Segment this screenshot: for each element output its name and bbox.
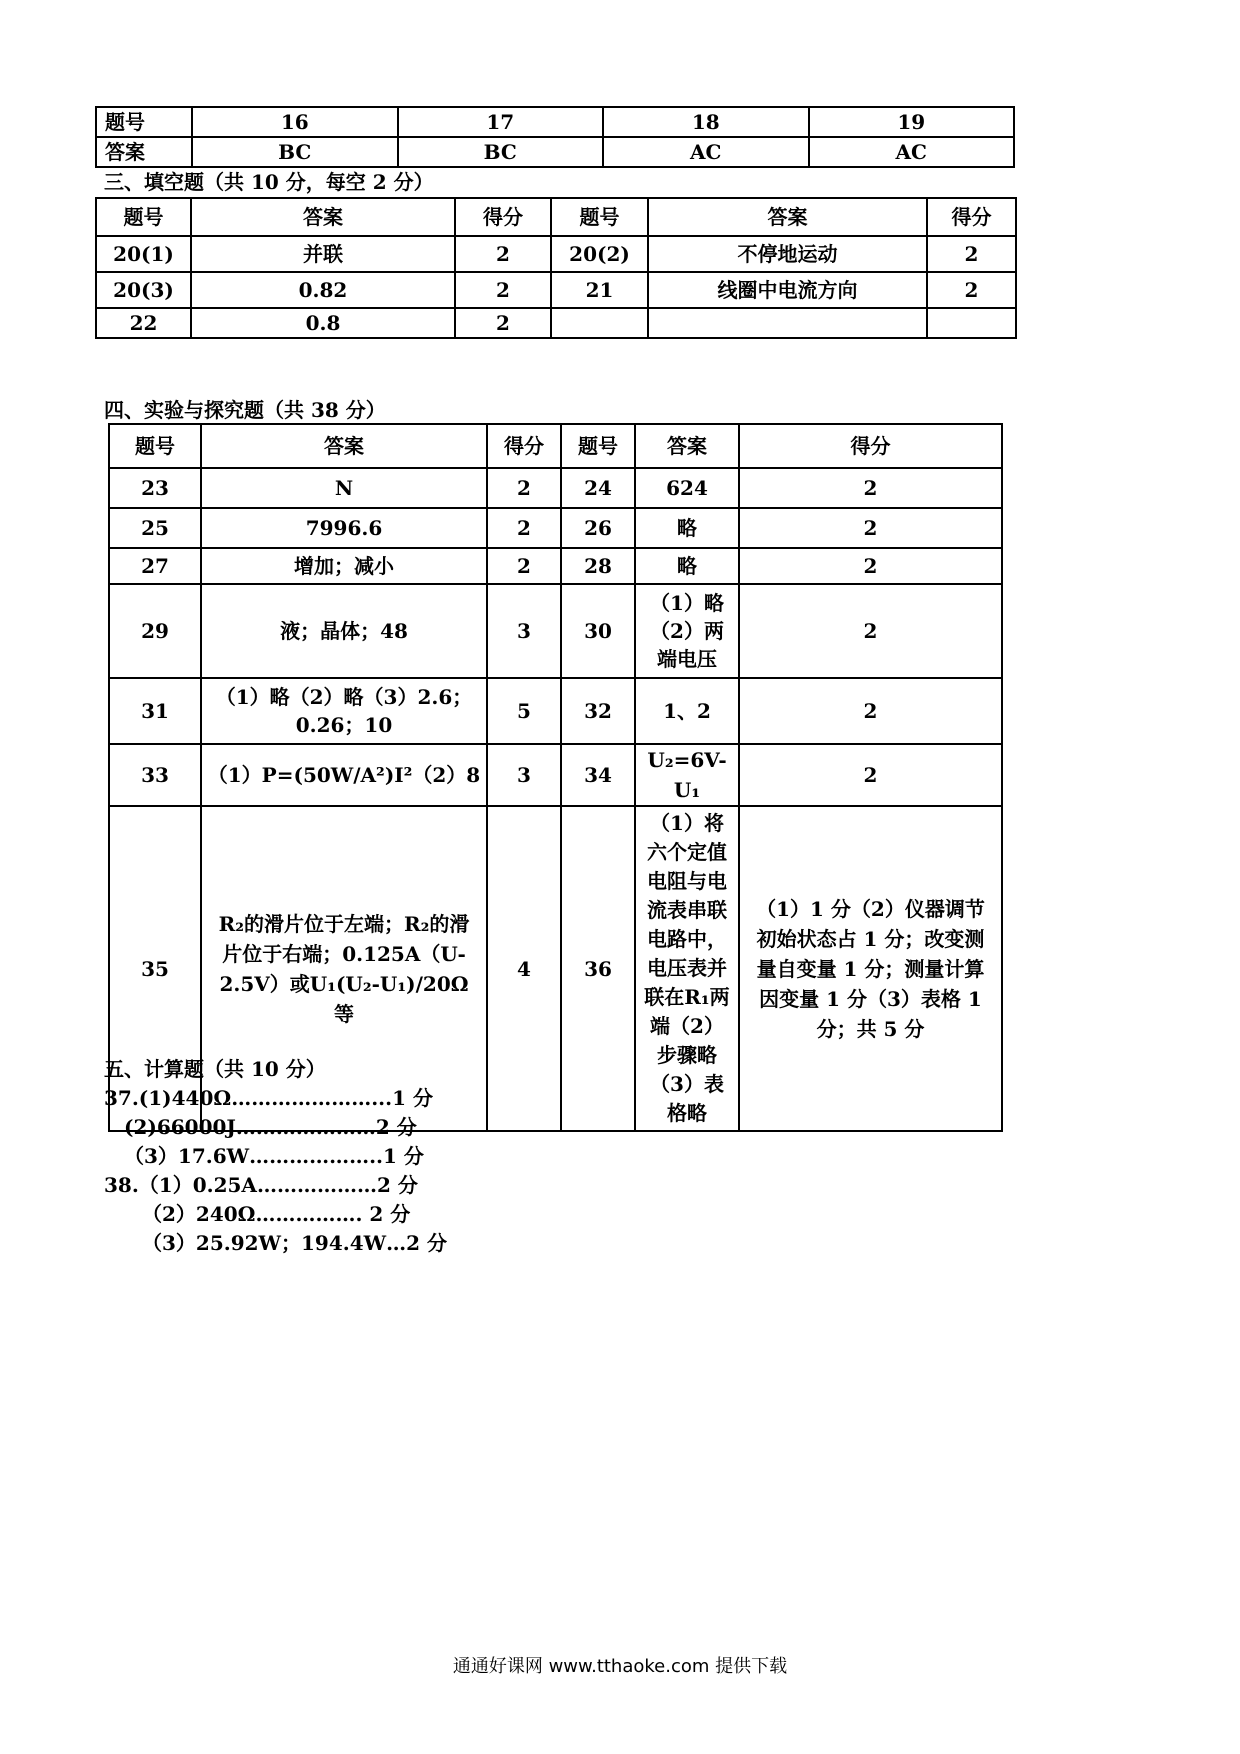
calc-answer-line: 38.（1）0.25A………………2 分: [104, 1173, 418, 1197]
calc-answer-line: （3）25.92W；194.4W…2 分: [142, 1231, 447, 1255]
table-cell: 2: [455, 236, 551, 272]
table-cell: 3: [487, 744, 561, 806]
table-cell: 36: [561, 806, 635, 1131]
table-cell: 20(3): [96, 272, 191, 308]
table-cell: [648, 308, 927, 338]
table-row: [109, 468, 1002, 508]
table-cell: 2: [455, 272, 551, 308]
table-cell: （1）P=(50W/A²)I²（2）8: [201, 744, 487, 806]
table-cell: [927, 308, 1016, 338]
table-cell: 22: [96, 308, 191, 338]
calc-answer-line: （3）17.6W………………..1 分: [124, 1144, 424, 1168]
table-cell: 2: [739, 744, 1002, 806]
table-cell: 20(2): [551, 236, 648, 272]
header-cell: 得分: [927, 198, 1016, 236]
table-cell: 23: [109, 468, 201, 508]
table-cell: 0.8: [191, 308, 455, 338]
header-cell: 答案: [191, 198, 455, 236]
row-header-question-no: 题号: [96, 107, 192, 137]
table-cell: 26: [561, 508, 635, 548]
header-cell: 题号: [561, 424, 635, 468]
question-no-cell: 19: [809, 107, 1015, 137]
question-no-cell: 17: [398, 107, 604, 137]
table-cell: 624: [635, 468, 739, 508]
answer-cell: BC: [398, 137, 604, 167]
answer-cell: AC: [603, 137, 809, 167]
table-cell: N: [201, 468, 487, 508]
table-cell: （1）略（2）两端电压: [635, 584, 739, 678]
table-cell: （1）1 分（2）仪器调节初始状态占 1 分；改变测量自变量 1 分；测量计算因变量 1 分（3）表格 1 分；共 5 分: [739, 806, 1002, 1131]
header-cell: 答案: [201, 424, 487, 468]
table-cell: 2: [739, 584, 1002, 678]
table-cell: 并联: [191, 236, 455, 272]
table-cell: 增加；减小: [201, 548, 487, 584]
table-cell: U₂=6V-U₁: [635, 744, 739, 806]
table-row: [96, 137, 1014, 167]
table-row: [96, 236, 1016, 272]
table-cell: 3: [487, 584, 561, 678]
table-cell: 24: [561, 468, 635, 508]
table-cell: 2: [739, 468, 1002, 508]
table-cell: 35: [109, 806, 201, 1131]
table-cell: 7996.6: [201, 508, 487, 548]
table-cell: 2: [739, 548, 1002, 584]
question-no-cell: 16: [192, 107, 398, 137]
header-cell: 题号: [551, 198, 648, 236]
table-row: [109, 508, 1002, 548]
experiment-section-title: 四、实验与探究题（共 38 分）: [104, 398, 386, 422]
calc-section-title: 五、计算题（共 10 分）: [104, 1057, 326, 1081]
table-cell: 0.82: [191, 272, 455, 308]
table-cell: 2: [739, 508, 1002, 548]
row-header-answer: 答案: [96, 137, 192, 167]
table-cell: 2: [455, 308, 551, 338]
table-row: [109, 584, 1002, 678]
calc-answer-line: (2)66000J…………………2 分: [124, 1115, 417, 1139]
table-cell: 2: [487, 508, 561, 548]
header-cell: 得分: [739, 424, 1002, 468]
table-cell: 略: [635, 548, 739, 584]
table-cell: 30: [561, 584, 635, 678]
table-cell: 34: [561, 744, 635, 806]
table-row: [109, 548, 1002, 584]
table-header-row: [96, 198, 1016, 236]
question-no-cell: 18: [603, 107, 809, 137]
fill-section-title: 三、填空题（共 10 分，每空 2 分）: [104, 170, 434, 194]
calc-answer-line: （2）240Ω……………. 2 分: [142, 1202, 411, 1226]
table-row: [109, 806, 1002, 1131]
experiment-answer-table: [108, 423, 1003, 1132]
table-cell: 不停地运动: [648, 236, 927, 272]
table-row: [109, 744, 1002, 806]
table-cell: （1）将六个定值电阻与电流表串联电路中，电压表并联在R₁两端（2）步骤略（3）表格略: [635, 806, 739, 1131]
table-cell: 线圈中电流方向: [648, 272, 927, 308]
header-cell: 得分: [487, 424, 561, 468]
table-cell: 21: [551, 272, 648, 308]
table-row: [96, 107, 1014, 137]
table-header-row: [109, 424, 1002, 468]
table-cell: R₂的滑片位于左端；R₂的滑片位于右端；0.125A（U-2.5V）或U₁(U₂-U₁)/20Ω等: [201, 806, 487, 1131]
table-cell: 2: [927, 236, 1016, 272]
table-cell: 4: [487, 806, 561, 1131]
table-row: [96, 308, 1016, 338]
table-cell: [551, 308, 648, 338]
choice-answer-table: [95, 106, 1015, 168]
table-cell: （1）略（2）略（3）2.6；0.26；10: [201, 678, 487, 744]
table-cell: 液；晶体；48: [201, 584, 487, 678]
table-cell: 32: [561, 678, 635, 744]
answer-cell: BC: [192, 137, 398, 167]
table-cell: 2: [487, 548, 561, 584]
table-cell: 20(1): [96, 236, 191, 272]
table-cell: 28: [561, 548, 635, 584]
table-cell: 1、2: [635, 678, 739, 744]
fill-answer-table: [95, 197, 1017, 339]
header-cell: 题号: [96, 198, 191, 236]
table-row: [96, 272, 1016, 308]
answer-cell: AC: [809, 137, 1015, 167]
table-row: [109, 678, 1002, 744]
table-cell: 29: [109, 584, 201, 678]
header-cell: 得分: [455, 198, 551, 236]
table-cell: 31: [109, 678, 201, 744]
calc-answer-line: 37.(1)440Ω…………………...1 分: [104, 1086, 433, 1110]
table-cell: 5: [487, 678, 561, 744]
header-cell: 答案: [648, 198, 927, 236]
table-cell: 2: [739, 678, 1002, 744]
page-footer: 通通好课网 www.tthaoke.com 提供下载: [452, 1656, 788, 1677]
table-cell: 33: [109, 744, 201, 806]
table-cell: 略: [635, 508, 739, 548]
table-cell: 25: [109, 508, 201, 548]
header-cell: 题号: [109, 424, 201, 468]
table-cell: 2: [487, 468, 561, 508]
table-cell: 27: [109, 548, 201, 584]
header-cell: 答案: [635, 424, 739, 468]
table-cell: 2: [927, 272, 1016, 308]
